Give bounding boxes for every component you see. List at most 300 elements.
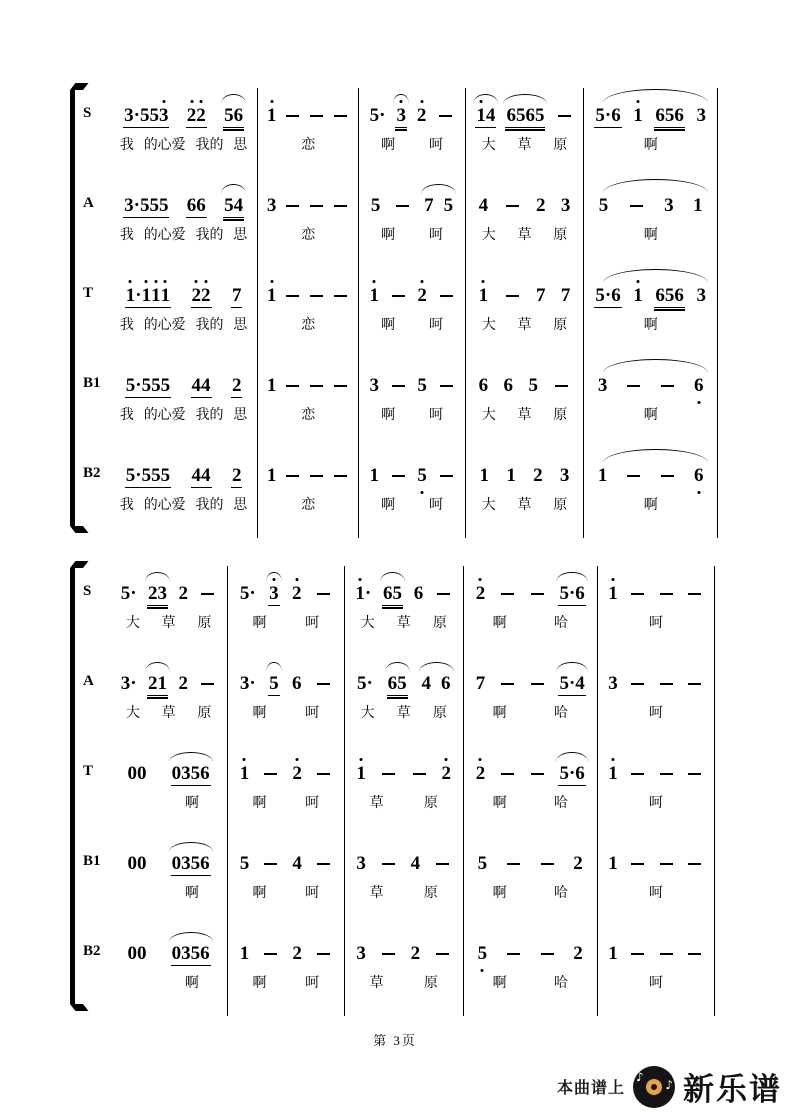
measure (359, 448, 466, 538)
duration-dash (631, 593, 644, 595)
lyric-syllable: 大 (481, 228, 496, 243)
measure (466, 268, 584, 358)
octave-dot-above (295, 578, 298, 581)
notes-line (464, 579, 597, 609)
octave-dot-above (162, 100, 165, 103)
measure (359, 178, 466, 268)
measure (598, 836, 716, 926)
note-token: 5 · 5 5 5 (125, 464, 171, 486)
duration-dash (688, 593, 701, 595)
note-token: 2 3 (148, 582, 168, 604)
lyric-syllable: 啊 (252, 886, 267, 901)
duration-dash (286, 385, 299, 387)
system-bracket (70, 568, 75, 1004)
notes-line (228, 939, 343, 969)
lyric-syllable: 啊 (381, 498, 396, 513)
voice-label: A (83, 195, 94, 211)
note-token: 1 4 (475, 105, 496, 128)
duration-dash (286, 475, 299, 477)
duration-dash (541, 953, 554, 955)
lyrics-line (466, 224, 583, 244)
note-token: 6 5 (383, 582, 403, 604)
lyric-syllable: 呵 (305, 976, 320, 991)
lyrics-line (258, 314, 358, 334)
note-token: 0 3 5 6 (171, 942, 210, 964)
note-token: 5 (416, 465, 428, 487)
note-token (628, 763, 647, 785)
note-token: 1 · (354, 583, 372, 605)
lyric-syllable: 思 (233, 318, 248, 333)
notes-line (359, 371, 465, 401)
note-token (307, 195, 326, 217)
voice-row (83, 88, 722, 178)
lyrics-line (584, 404, 717, 424)
measure (228, 926, 344, 1016)
note-token: 1 (607, 583, 619, 605)
octave-dot-above (420, 100, 423, 103)
note-token: 1 (506, 465, 516, 486)
page-number: 第 3页 (373, 1033, 417, 1048)
note-token: 6 (413, 583, 424, 604)
notes-line (258, 101, 358, 131)
note-token: 6 (693, 375, 705, 397)
duration-dash (541, 863, 554, 865)
footer-logo[interactable] (557, 1064, 782, 1109)
measure (345, 836, 464, 926)
duration-dash (440, 475, 453, 477)
voice-label: B1 (83, 853, 101, 869)
lyrics-line (359, 224, 465, 244)
lyric-syllable: 哈 (553, 706, 568, 721)
notes-line (598, 579, 715, 609)
duration-dash (392, 295, 405, 297)
notes-line (598, 669, 715, 699)
octave-dot-above (637, 100, 640, 103)
lyrics-line (110, 494, 257, 514)
lyric-syllable: 原 (197, 706, 212, 721)
duration-dash (317, 863, 330, 865)
note-token: 1 (608, 943, 618, 964)
octave-dot-below (697, 491, 700, 494)
note-token: 1 · 1 1 1 (125, 285, 171, 308)
notes-line (228, 759, 343, 789)
note-token: 3 · (120, 673, 137, 694)
note-token: 5 · (356, 673, 373, 694)
note-token: 2 2 (186, 105, 207, 128)
note-token: 3 (597, 375, 608, 396)
voice-row (83, 178, 722, 268)
note-token (307, 375, 326, 397)
system-1 (70, 88, 722, 540)
lyric-syllable: 呵 (648, 886, 663, 901)
lyric-syllable: 呵 (305, 886, 320, 901)
octave-dot-above (400, 100, 403, 103)
note-token (314, 763, 333, 785)
note-token: 4 4 (191, 464, 211, 486)
note-token (437, 375, 456, 397)
duration-dash (555, 385, 568, 387)
lyrics-line (598, 792, 715, 812)
notes-line (466, 371, 583, 401)
note-token (379, 763, 398, 785)
note-token: 4 4 (191, 374, 211, 396)
lyric-syllable: 我的 (195, 138, 224, 153)
duration-dash (264, 863, 277, 865)
note-token (433, 943, 452, 965)
lyric-syllable: 啊 (492, 976, 507, 991)
measure (598, 926, 716, 1016)
measure (464, 656, 598, 746)
notes-line (466, 281, 583, 311)
slur-arc (603, 179, 708, 193)
notes-line (466, 461, 583, 491)
slur-arc (603, 269, 708, 283)
duration-dash (310, 115, 323, 117)
note-token: 3 · 5 5 5 (124, 194, 169, 216)
octave-dot-above (612, 758, 615, 761)
note-token: 2 (416, 105, 428, 127)
lyric-syllable: 啊 (492, 796, 507, 811)
notes-line (359, 461, 465, 491)
note-token: 2 (573, 943, 583, 964)
lyric-syllable: 啊 (381, 408, 396, 423)
lyric-syllable: 啊 (184, 976, 199, 991)
lyric-syllable: 啊 (184, 886, 199, 901)
measure (466, 448, 584, 538)
note-token: 6 (291, 673, 302, 694)
note-token (331, 195, 350, 217)
lyric-syllable: 我 (119, 408, 134, 423)
octave-dot-above (195, 280, 198, 283)
duration-dash (660, 953, 673, 955)
lyrics-line (228, 792, 343, 812)
notes-line (258, 371, 358, 401)
voice-label: S (83, 583, 92, 599)
duration-dash (334, 205, 347, 207)
note-token (198, 583, 217, 605)
octave-dot-below (697, 401, 700, 404)
note-token (503, 285, 522, 307)
lyric-syllable: 啊 (492, 616, 507, 631)
lyric-syllable: 大 (360, 706, 375, 721)
measure (345, 926, 464, 1016)
duration-dash (317, 953, 330, 955)
notes-line (228, 849, 343, 879)
lyric-syllable: 恋 (301, 138, 316, 153)
note-token: 2 1 (148, 672, 168, 694)
notes-line (228, 579, 343, 609)
duration-dash (334, 295, 347, 297)
octave-dot-above (445, 758, 448, 761)
lyric-syllable: 草 (517, 138, 532, 153)
octave-dot-above (154, 280, 157, 283)
notes-line (258, 461, 358, 491)
note-token (314, 943, 333, 965)
note-token: 2 (410, 943, 421, 964)
lyric-syllable: 原 (432, 706, 447, 721)
note-token (437, 285, 456, 307)
notes-line (464, 759, 597, 789)
lyric-syllable: 呵 (428, 408, 443, 423)
lyrics-line (359, 494, 465, 514)
note-token: 5 (477, 853, 488, 874)
notes-line (258, 191, 358, 221)
notes-line (345, 579, 463, 609)
note-token: 2 (231, 374, 242, 396)
lyric-syllable: 原 (197, 616, 212, 631)
measure (258, 268, 359, 358)
note-token: 3 (356, 853, 366, 874)
note-token: 7 (475, 673, 486, 694)
lyrics-line (464, 972, 597, 992)
lyric-syllable: 啊 (252, 976, 267, 991)
octave-dot-below (481, 969, 484, 972)
duration-dash (201, 593, 214, 595)
note-token: 2 (178, 673, 188, 694)
notes-line (464, 939, 597, 969)
note-token (389, 465, 408, 487)
lyrics-line (359, 314, 465, 334)
note-token (198, 673, 217, 695)
lyric-syllable: 啊 (643, 498, 658, 513)
lyric-syllable: 思 (233, 228, 248, 243)
note-token: 2 (416, 285, 428, 307)
duration-dash (531, 593, 544, 595)
duration-dash (507, 953, 520, 955)
measure (228, 656, 344, 746)
notes-line (345, 939, 463, 969)
measure (359, 358, 466, 448)
notes-line (110, 371, 257, 401)
note-token: 5 (370, 195, 381, 216)
duration-dash (531, 773, 544, 775)
octave-dot-above (270, 280, 273, 283)
duration-dash (334, 115, 347, 117)
note-token: 2 (292, 943, 302, 964)
measure (464, 926, 598, 1016)
note-token: 1 (632, 285, 644, 307)
lyrics-line (110, 134, 257, 154)
lyric-syllable: 我的 (195, 408, 224, 423)
duration-dash (501, 593, 514, 595)
duration-dash (310, 295, 323, 297)
note-token: 2 (178, 583, 188, 604)
lyric-syllable: 原 (553, 138, 568, 153)
voice-label: A (83, 673, 94, 689)
lyric-syllable: 思 (233, 408, 248, 423)
lyric-syllable: 啊 (643, 138, 658, 153)
duration-dash (688, 773, 701, 775)
note-token (261, 943, 280, 965)
note-token: 5 (417, 375, 427, 396)
notes-line (464, 849, 597, 879)
octave-dot-above (637, 280, 640, 283)
note-token: 1 (597, 465, 608, 486)
measure (584, 358, 718, 448)
measure (228, 746, 344, 836)
lyric-syllable: 啊 (252, 616, 267, 631)
note-token (331, 105, 350, 127)
notes-line (598, 849, 715, 879)
lyric-syllable: 哈 (553, 616, 568, 631)
measure (258, 88, 359, 178)
voice-label: S (83, 105, 92, 121)
octave-dot-above (243, 758, 246, 761)
note-token: 4 (292, 853, 302, 874)
note-token: 0 0 (127, 943, 147, 964)
notes-line (359, 281, 465, 311)
voice-label: T (83, 285, 94, 301)
octave-dot-above (373, 280, 376, 283)
lyrics-line (110, 792, 227, 812)
note-token (624, 375, 643, 397)
note-token (627, 195, 646, 217)
lyrics-line (345, 702, 463, 722)
lyric-syllable: 原 (423, 976, 438, 991)
lyric-syllable: 呵 (305, 616, 320, 631)
duration-dash (661, 475, 674, 477)
note-token (331, 465, 350, 487)
voice-label: B2 (83, 943, 101, 959)
note-token (436, 105, 455, 127)
duration-dash (688, 863, 701, 865)
measure (464, 566, 598, 656)
measure (110, 746, 228, 836)
measure (258, 178, 359, 268)
note-token: 5 · (369, 105, 386, 126)
lyrics-line (110, 404, 257, 424)
note-token (498, 583, 517, 605)
lyrics-line (464, 792, 597, 812)
lyric-syllable: 草 (161, 706, 176, 721)
notes-line (110, 191, 257, 221)
lyrics-line (584, 134, 717, 154)
octave-dot-above (190, 100, 193, 103)
note-token (307, 465, 326, 487)
lyric-syllable: 大 (125, 616, 140, 631)
lyric-syllable: 大 (481, 138, 496, 153)
note-token (685, 763, 704, 785)
lyric-syllable: 我 (119, 318, 134, 333)
note-token: 5 (528, 375, 538, 396)
note-token: 1 (607, 763, 619, 785)
notes-line (464, 669, 597, 699)
note-token (528, 763, 547, 785)
note-token: 5 · 5 5 5 (125, 374, 171, 396)
lyric-syllable: 我的 (195, 498, 224, 513)
vinyl-center-hole (651, 1084, 657, 1090)
lyrics-line (466, 404, 583, 424)
measure (110, 926, 228, 1016)
notes-line (466, 191, 583, 221)
note-token: 2 (291, 763, 303, 785)
note-token: 5 (598, 195, 609, 216)
lyric-syllable: 我 (119, 498, 134, 513)
lyrics-line (110, 702, 227, 722)
octave-dot-above (360, 758, 363, 761)
lyric-syllable: 呵 (648, 976, 663, 991)
measure (359, 88, 466, 178)
measure (598, 566, 716, 656)
voice-row (83, 836, 722, 926)
note-token: 5 · 6 (559, 762, 585, 784)
notes-line (584, 101, 717, 131)
note-token: 0 0 (127, 853, 147, 874)
lyric-syllable: 啊 (643, 228, 658, 243)
note-token: 2 (475, 583, 487, 605)
measure (464, 836, 598, 926)
lyric-syllable: 哈 (553, 796, 568, 811)
duration-dash (436, 953, 449, 955)
notes-line (345, 759, 463, 789)
lyric-syllable: 的心爱 (143, 318, 186, 333)
duration-dash (310, 385, 323, 387)
note-token: 0 3 5 6 (171, 852, 210, 874)
note-token: 3 · (239, 673, 256, 694)
note-token: 1 (369, 285, 381, 307)
note-token: 5 · (120, 583, 137, 604)
lyric-syllable: 啊 (252, 706, 267, 721)
voice-row (83, 656, 722, 746)
lyrics-line (258, 224, 358, 244)
lyric-syllable: 我的 (195, 228, 224, 243)
note-token: 5 4 (224, 194, 244, 216)
note-token: 1 (266, 465, 277, 486)
lyric-syllable: 大 (360, 616, 375, 631)
note-token (685, 943, 704, 965)
voice-label: B2 (83, 465, 101, 481)
lyrics-line (345, 612, 463, 632)
note-token (331, 375, 350, 397)
octave-dot-above (359, 578, 362, 581)
lyric-syllable: 草 (369, 886, 384, 901)
duration-dash (660, 593, 673, 595)
notes-line (110, 669, 227, 699)
lyrics-line (228, 612, 343, 632)
note-token: 7 (231, 284, 242, 306)
footer-prefix-text: 本曲谱上 (556, 1080, 625, 1097)
note-token (657, 673, 676, 695)
note-token (437, 465, 456, 487)
measure (110, 268, 258, 358)
lyric-syllable: 我 (119, 228, 134, 243)
note-token: 3 (266, 195, 277, 216)
note-token (283, 195, 302, 217)
notes-line (110, 281, 257, 311)
note-token: 3 (356, 943, 366, 964)
lyrics-line (584, 494, 717, 514)
note-token: 2 (441, 763, 453, 785)
lyric-syllable: 原 (553, 498, 568, 513)
note-token: 1 (479, 465, 490, 486)
lyric-syllable: 大 (125, 706, 140, 721)
lyrics-line (345, 972, 463, 992)
lyric-syllable: 呵 (648, 616, 663, 631)
note-token: 6 5 6 5 (506, 104, 545, 126)
lyric-syllable: 呵 (428, 138, 443, 153)
note-token: 0 0 (127, 763, 147, 784)
measure (584, 448, 718, 538)
notes-line (110, 849, 227, 879)
note-token: 1 (693, 195, 703, 216)
note-token: 6 5 6 (655, 104, 684, 126)
note-token: 3 (369, 375, 380, 396)
duration-dash (631, 953, 644, 955)
lyric-syllable: 草 (396, 706, 411, 721)
duration-dash (439, 115, 452, 117)
note-token (314, 583, 333, 605)
note-token: 2 (475, 763, 487, 785)
